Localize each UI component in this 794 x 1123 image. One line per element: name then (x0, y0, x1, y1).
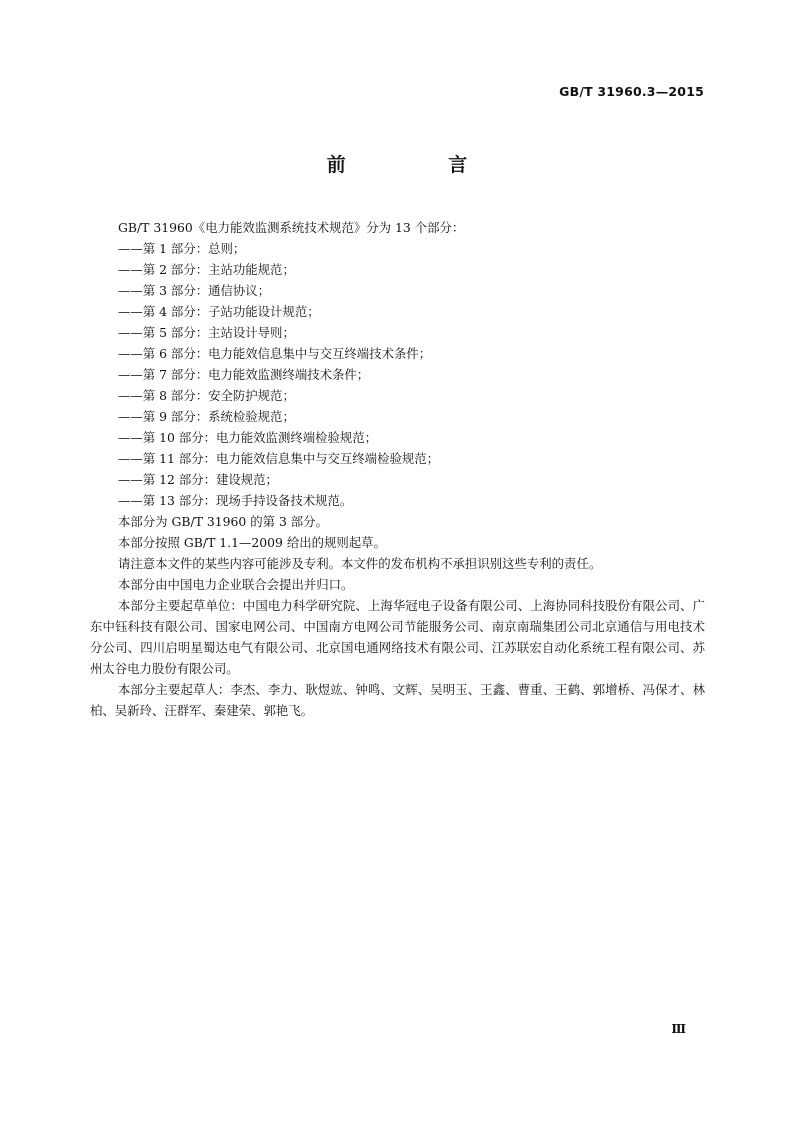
document-code: GB/T 31960.3—2015 (559, 84, 704, 99)
part-item: ——第 11 部分：电力能效信息集中与交互终端检验规范； (118, 451, 440, 466)
part-item: ——第 7 部分：电力能效监测终端技术条件； (118, 367, 370, 382)
statement-line: 请注意本文件的某些内容可能涉及专利。本文件的发布机构不承担识别这些专利的责任。 (118, 556, 602, 571)
part-item: ——第 4 部分：子站功能设计规范； (118, 304, 320, 319)
part-item: ——第 1 部分：总则； (118, 241, 246, 256)
part-item: ——第 6 部分：电力能效信息集中与交互终端技术条件； (118, 346, 432, 361)
drafters-paragraph: 本部分主要起草人：李杰、李力、耿煜竑、钟鸣、文辉、吴明玉、王鑫、曹重、王鹤、郭增桥、冯保才、林柏、吴新玲、汪群军、秦建荣、郭艳飞。 (90, 682, 705, 718)
part-item: ——第 2 部分：主站功能规范； (118, 262, 295, 277)
part-item: ——第 8 部分：安全防护规范； (118, 388, 295, 403)
statement-line: 本部分为 GB/T 31960 的第 3 部分。 (118, 514, 328, 529)
intro-line: GB/T 31960《电力能效监测系统技术规范》分为 13 个部分： (118, 220, 465, 235)
page-title: 前 言 (326, 154, 516, 176)
statement-line: 本部分按照 GB/T 1.1—2009 给出的规则起草。 (118, 535, 386, 550)
part-item: ——第 12 部分：建设规范； (118, 472, 278, 487)
page-number: Ⅲ (671, 1022, 686, 1036)
part-item: ——第 3 部分：通信协议； (118, 283, 271, 298)
drafting-units-paragraph: 本部分主要起草单位：中国电力科学研究院、上海华冠电子设备有限公司、上海协同科技股份有限公司、广东中钰科技有限公司、国家电网公司、中国南方电网公司节能服务公司、南京南瑞集团公司北京通信与用电技术分公司、四川启明星蜀达电气有限公司、北京国电通网络技术有限公司、江苏联宏自动化系统工程有限公司、苏州太谷电力股份有限公司。 (90, 598, 705, 676)
statement-line: 本部分由中国电力企业联合会提出并归口。 (118, 577, 354, 592)
part-item: ——第 9 部分：系统检验规范； (118, 409, 295, 424)
part-item: ——第 13 部分：现场手持设备技术规范。 (118, 493, 353, 508)
foreword-body (90, 217, 705, 721)
part-item: ——第 5 部分：主站设计导则； (118, 325, 295, 340)
part-item: ——第 10 部分：电力能效监测终端检验规范； (118, 430, 378, 445)
